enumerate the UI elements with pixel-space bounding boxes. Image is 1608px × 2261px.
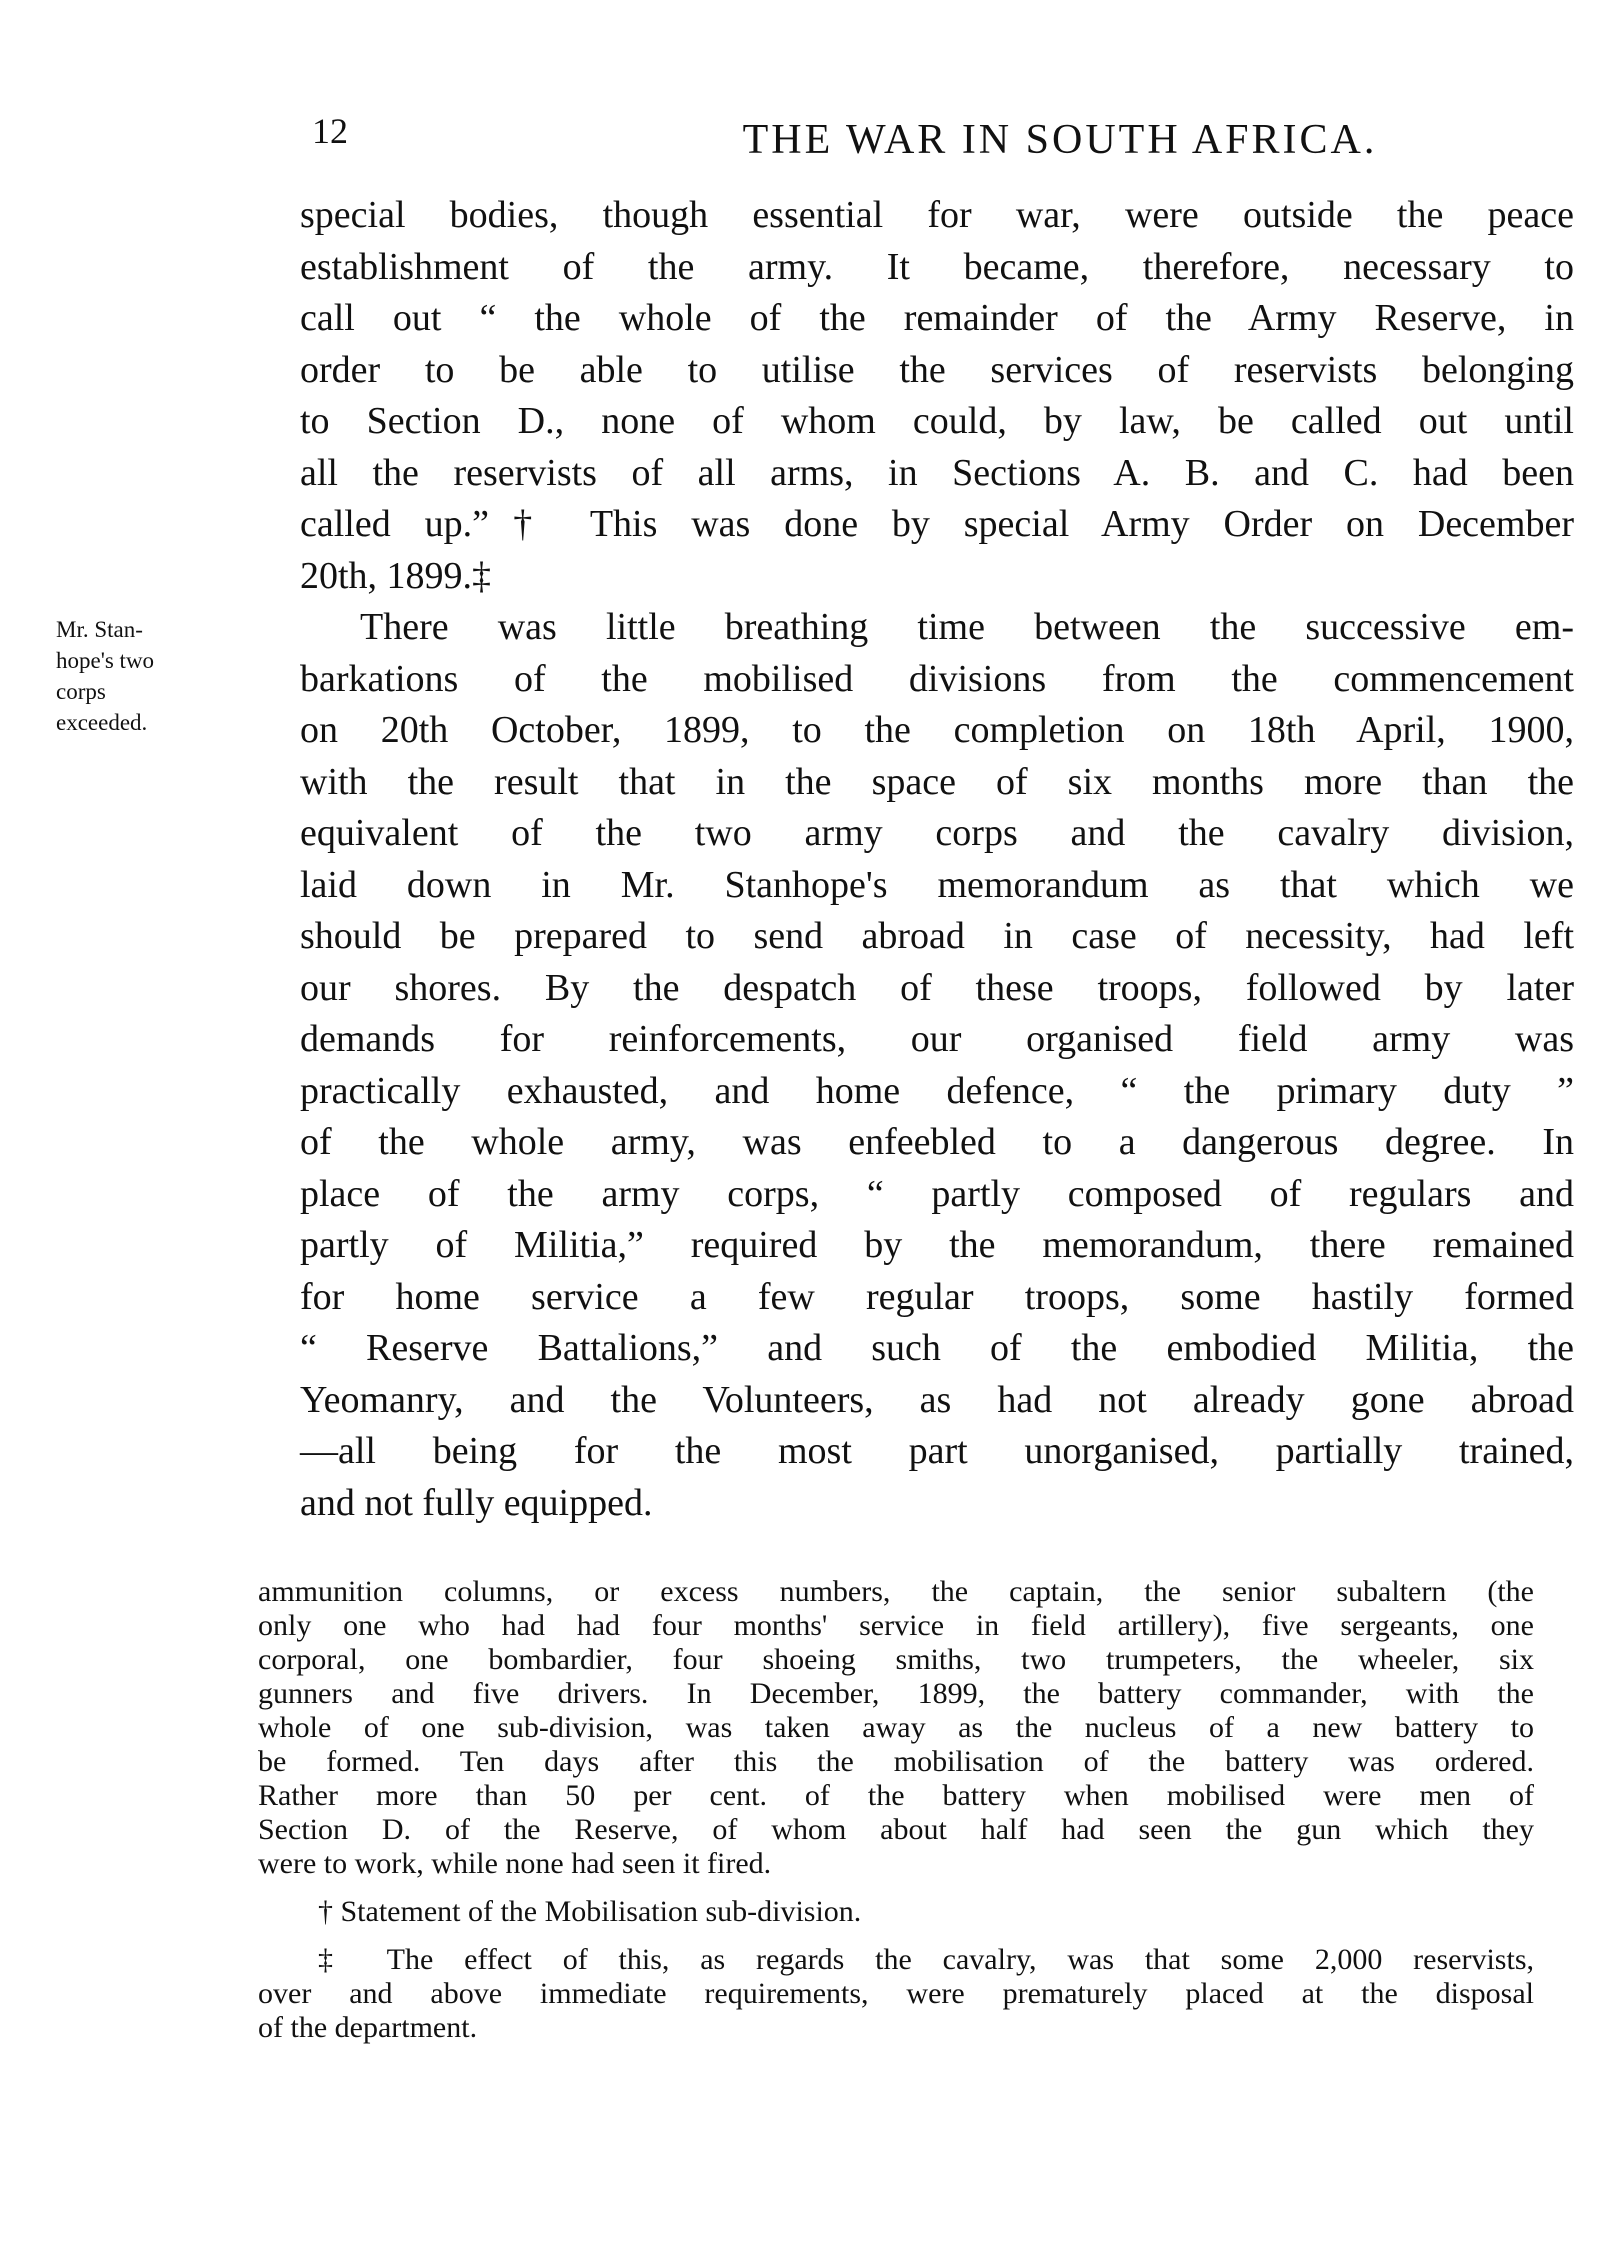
text-line: establishment of the army. It became, therefore, necessary to [300, 245, 1574, 288]
footnote-line: ‡ The effect of this, as regards the cavalry, was that some 2,000 reservists, [318, 1943, 1534, 1976]
footnote [258, 1943, 1534, 2045]
footnote-line: only one who had had four months' service in field artillery), five sergeants, one [258, 1609, 1534, 1642]
text-line: our shores. By the despatch of these troops, followed by later [300, 966, 1574, 1009]
text-line: equivalent of the two army corps and the cavalry division, [300, 812, 1574, 854]
text-line: with the result that in the space of six months more than the [300, 760, 1574, 803]
text-line: There was little breathing time between the successive em- [360, 606, 1574, 648]
text-line: practically exhausted, and home defence, “ the primary duty ” [300, 1069, 1574, 1112]
text-line: and not fully equipped. [300, 1481, 653, 1524]
text-line: call out “ the whole of the remainder of the Army Reserve, in [300, 297, 1574, 339]
margin-note-line: hope's two [56, 648, 155, 673]
footnote-line: Section D. of the Reserve, of whom about half had seen the gun which they [258, 1813, 1534, 1846]
text-line: order to be able to utilise the services of reservists belonging [300, 348, 1574, 391]
footnote-line: of the department. [258, 2011, 478, 2044]
margin-note [56, 614, 216, 738]
footnote-gap [258, 1929, 1534, 1943]
margin-note-line: corps [56, 679, 106, 704]
text-line: of the whole army, was enfeebled to a dangerous degree. In [300, 1121, 1574, 1163]
footnotes [258, 1575, 1534, 2045]
footnote-line: Rather more than 50 per cent. of the battery when mobilised were men of [258, 1779, 1534, 1812]
footnote-line: ammunition columns, or excess numbers, the captain, the senior subaltern (the [258, 1575, 1534, 1608]
text-line: called up.”† This was done by special Army Order on December [300, 503, 1574, 545]
text-line: “ Reserve Battalions,” and such of the embodied Militia, the [300, 1327, 1574, 1369]
footnote-line: corporal, one bombardier, four shoeing smiths, two trumpeters, the wheeler, six [258, 1643, 1534, 1676]
paragraph [300, 190, 1574, 602]
page-number: 12 [312, 111, 348, 151]
page-header [0, 110, 1608, 170]
text-line: laid down in Mr. Stanhope's memorandum as that which we [300, 863, 1574, 906]
footnote-line: over and above immediate requirements, were prematurely placed at the disposal [258, 1977, 1534, 2010]
footnote-line: whole of one sub-division, was taken away as the nucleus of a new battery to [258, 1711, 1534, 1744]
text-line: Yeomanry, and the Volunteers, as had not already gone abroad [300, 1378, 1574, 1421]
text-line: barkations of the mobilised divisions from the commencement [300, 657, 1574, 700]
text-line: —all being for the most part unorganised, partially trained, [300, 1430, 1574, 1472]
footnote-gap [258, 1881, 1534, 1895]
running-title: THE WAR IN SOUTH AFRICA. [742, 117, 1378, 163]
paragraph [300, 602, 1574, 1529]
margin-note-line: exceeded. [56, 710, 148, 735]
footnote [258, 1895, 1534, 1929]
text-line: demands for reinforcements, our organised field army was [300, 1018, 1574, 1060]
text-line: on 20th October, 1899, to the completion on 18th April, 1900, [300, 709, 1574, 751]
footnote [258, 1575, 1534, 1881]
text-line: partly of Militia,” required by the memorandum, there remained [300, 1224, 1574, 1266]
text-line: place of the army corps, “ partly composed of regulars and [300, 1172, 1574, 1215]
body-text [300, 190, 1574, 1529]
text-line: to Section D., none of whom could, by law, be called out until [300, 400, 1574, 442]
footnote-line: be formed. Ten days after this the mobilisation of the battery was ordered. [258, 1745, 1534, 1778]
footnote-line: † Statement of the Mobilisation sub-division. [318, 1895, 862, 1928]
text-line: 20th, 1899.‡ [300, 554, 492, 597]
text-line: all the reservists of all arms, in Sections A. B. and C. had been [300, 451, 1574, 494]
margin-note-line: Mr. Stan- [56, 617, 143, 642]
text-line: should be prepared to send abroad in case of necessity, had left [300, 915, 1574, 957]
footnote-line: were to work, while none had seen it fired. [258, 1847, 772, 1880]
text-line: special bodies, though essential for war, were outside the peace [300, 194, 1574, 236]
footnote-line: gunners and five drivers. In December, 1899, the battery commander, with the [258, 1677, 1534, 1710]
text-line: for home service a few regular troops, some hastily formed [300, 1275, 1574, 1318]
